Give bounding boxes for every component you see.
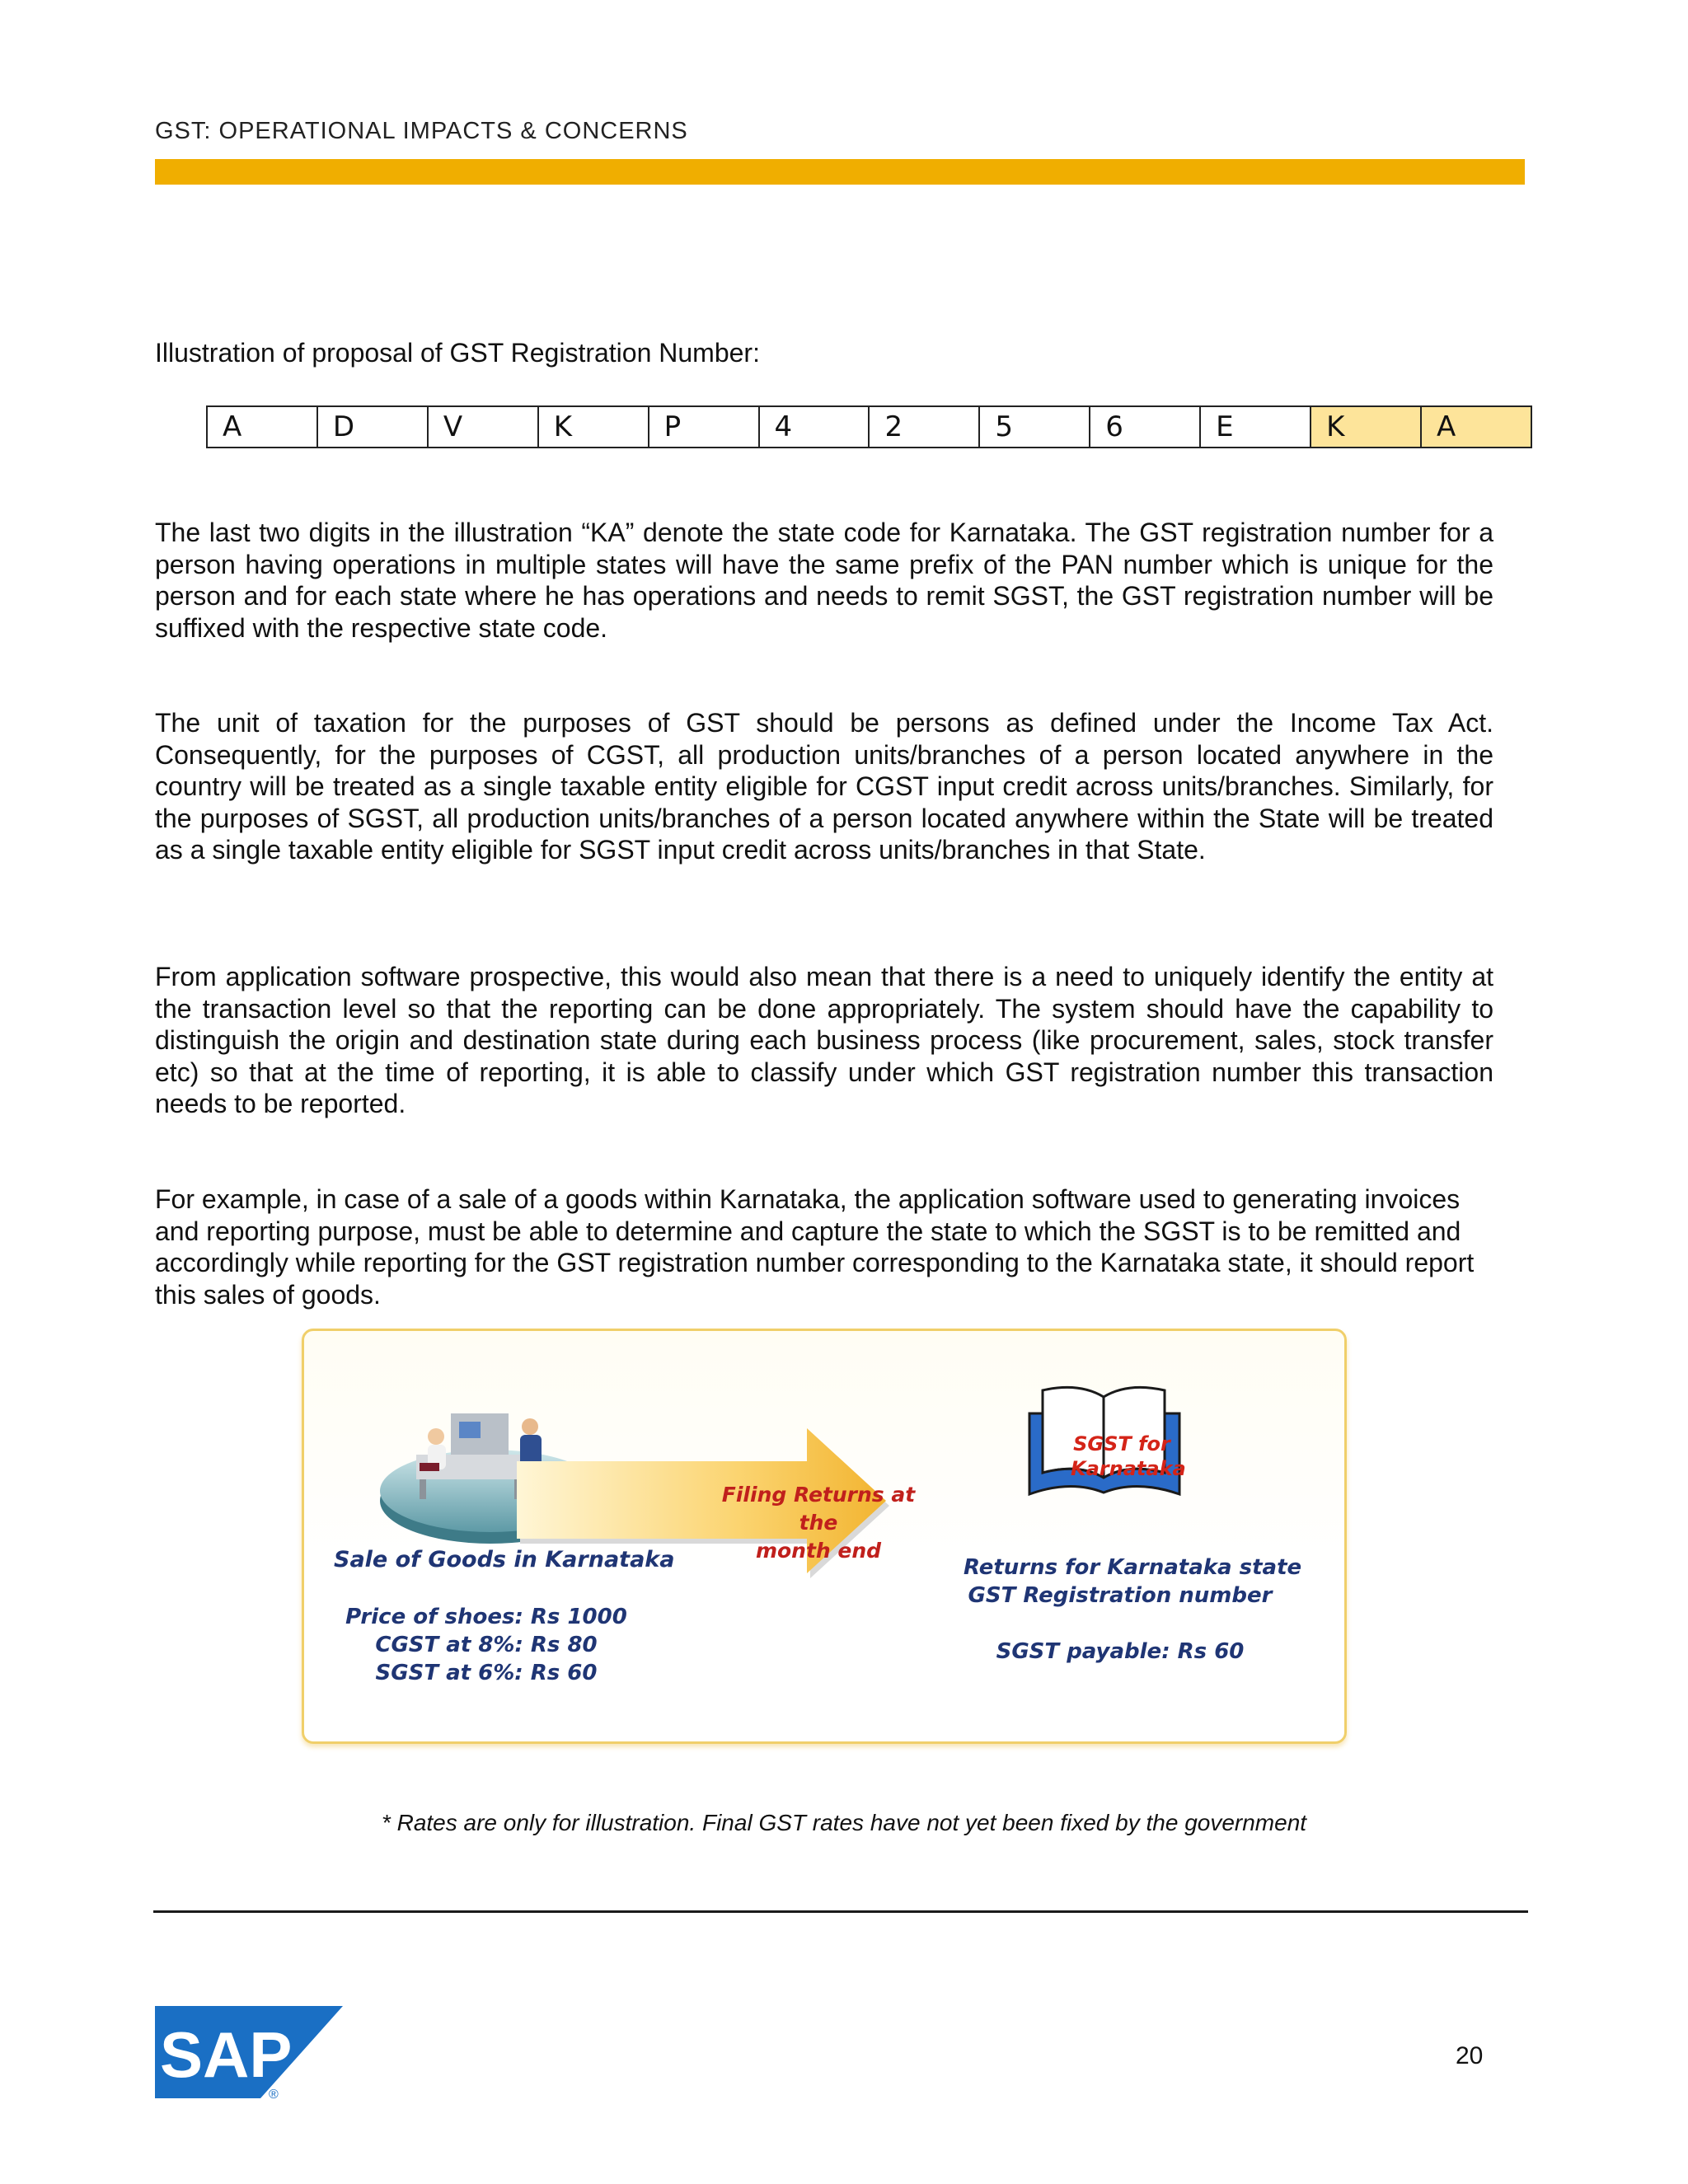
reg-cell: E (1200, 406, 1311, 448)
sap-logo-text: SAP (160, 2018, 293, 2091)
sale-amounts (334, 1603, 639, 1687)
header-accent-bar (155, 159, 1525, 185)
returns-title-line: GST Registration number (968, 1583, 1273, 1608)
returns-title-line: Returns for Karnataka state (964, 1555, 1302, 1580)
document-header-title: GST: OPERATIONAL IMPACTS & CONCERNS (155, 118, 688, 144)
reg-cell: A (207, 406, 317, 448)
reg-cell: 6 (1090, 406, 1200, 448)
cgst-line: CGST at 8%: Rs 80 (375, 1633, 598, 1657)
sap-logo (155, 2006, 343, 2107)
paragraph-software-perspective: From application software prospective, this would also mean that there is a need to uniquely identify the entity at the transaction level so that the reporting can be done appropriately. The system should have the capability to distinguish the origin and destination state during each business process (like procurement, sales, stock transfer etc) so that at the time of reporting, it is able to classify under which GST registration number this transaction needs to be reported. (155, 962, 1493, 1118)
page-number: 20 (1456, 2042, 1484, 2069)
registered-mark: ® (269, 2088, 279, 2102)
paragraph-unit-of-taxation: The unit of taxation for the purposes of GST should be persons as defined under the Income Tax Act. Consequently, for the purposes of CGST, all production units/branches of a person located anywhere in the country will be treated as a single taxable entity eligible for CGST input credit across units/branches. Similarly, for the purposes of SGST, all production units/branches of a person located anywhere within the State will be treated as a single taxable entity eligible for SGST input credit across units/branches in that State. (155, 708, 1493, 865)
registration-number-table (206, 405, 1532, 448)
arrow-caption-line: Filing Returns at the (721, 1483, 916, 1535)
sgst-line: SGST at 6%: Rs 60 (375, 1661, 598, 1685)
reg-cell: P (649, 406, 759, 448)
sgst-payable: SGST payable: Rs 60 (996, 1639, 1245, 1664)
reg-cell: V (428, 406, 538, 448)
rates-footnote: * Rates are only for illustration. Final GST rates have not yet been fixed by the government (381, 1810, 1307, 1835)
book-title (1071, 1432, 1186, 1481)
book-title-line: Karnataka (1071, 1457, 1186, 1480)
sale-of-goods-title: Sale of Goods in Karnataka (334, 1547, 675, 1572)
reg-cell-state-code: A (1421, 406, 1531, 448)
paragraph-example: For example, in case of a sale of a goods within Karnataka, the application software used to generating invoices and reporting purpose, must be able to determine and capture the state to which the SGST is to be remitted and accordingly while reporting for the GST registration number corresponding to the Karnataka state, it should report this sales of goods. (155, 1184, 1475, 1310)
reg-cell: D (317, 406, 428, 448)
reg-cell-state-code: K (1311, 406, 1421, 448)
book-title-line: SGST for (1073, 1432, 1170, 1455)
price-line: Price of shoes: Rs 1000 (345, 1605, 627, 1629)
footer-divider (153, 1910, 1528, 1913)
gst-filing-illustration (302, 1329, 1347, 1744)
arrow-caption (703, 1481, 934, 1565)
reg-cell: 5 (979, 406, 1090, 448)
reg-cell: 2 (869, 406, 979, 448)
reg-cell: K (538, 406, 649, 448)
reg-cell: 4 (759, 406, 870, 448)
registration-intro: Illustration of proposal of GST Registration Number: (155, 338, 760, 368)
registration-number-row (207, 406, 1531, 448)
paragraph-state-code: The last two digits in the illustration “KA” denote the state code for Karnataka. The GST registration number for a person having operations in multiple states will have the same prefix of the PAN number which is unique for the person and for each state where he has operations and needs to remit SGST, the GST registration number will be suffixed with the respective state code. (155, 518, 1493, 643)
returns-title (964, 1554, 1302, 1610)
sap-logo-mark (155, 2006, 343, 2103)
arrow-caption-line: month end (755, 1539, 882, 1563)
